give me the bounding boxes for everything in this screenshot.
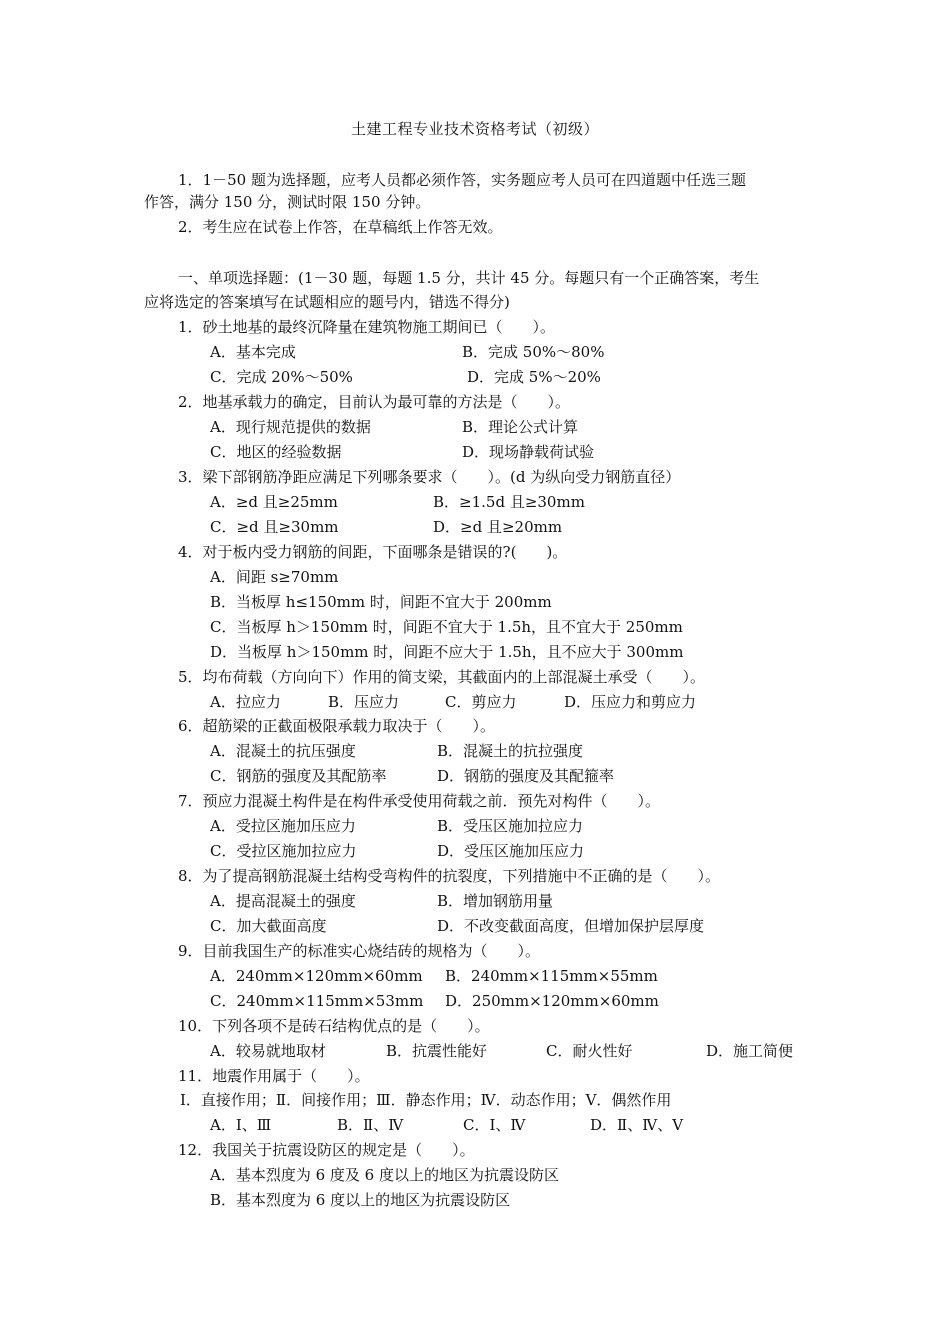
question-11-option-a: A．Ⅰ、Ⅲ: [210, 1116, 272, 1134]
question-2-option-c: C．地区的经验数据: [210, 443, 342, 461]
question-12-stem: 12．我国关于抗震设防区的规定是（ ）。: [178, 1141, 475, 1159]
question-1-option-d: D．完成 5%～20%: [467, 368, 601, 386]
question-3-option-d: D．≥d 且≥20mm: [433, 518, 563, 536]
question-4-option-d: D．当板厚 h＞150mm 时，间距不应大于 1.5h，且不应大于 300mm: [210, 643, 684, 661]
question-1-option-b: B．完成 50%～80%: [462, 343, 605, 361]
question-7-option-a: A．受拉区施加压应力: [210, 817, 356, 835]
question-11-statements: Ⅰ．直接作用；Ⅱ．间接作用；Ⅲ．静态作用；Ⅳ．动态作用；Ⅴ．偶然作用: [180, 1091, 672, 1109]
question-6-option-a: A．混凝土的抗压强度: [210, 742, 356, 760]
question-7-option-c: C．受拉区施加拉应力: [210, 842, 357, 860]
question-11-stem: 11．地震作用属于（ ）。: [178, 1067, 370, 1085]
question-5-option-b: B．压应力: [328, 693, 400, 711]
question-6-option-b: B．混凝土的抗拉强度: [437, 742, 584, 760]
question-9-stem: 9．目前我国生产的标准实心烧结砖的规格为（ ）。: [178, 942, 541, 960]
question-2-option-a: A．现行规范提供的数据: [210, 418, 371, 436]
question-6-option-c: C．钢筋的强度及其配筋率: [210, 767, 387, 785]
question-3-stem: 3．梁下部钢筋净距应满足下列哪条要求（ ）。(d 为纵向受力钢筋直径）: [178, 468, 681, 486]
instruction-2: 2．考生应在试卷上作答，在草稿纸上作答无效。: [178, 218, 503, 236]
question-2-option-b: B．理论公式计算: [462, 418, 579, 436]
question-4-option-c: C．当板厚 h＞150mm 时，间距不宜大于 1.5h，且不宜大于 250mm: [210, 618, 683, 636]
instruction-1-cont: 作答，满分 150 分，测试时限 150 分钟。: [144, 193, 431, 211]
question-1-stem: 1．砂土地基的最终沉降量在建筑物施工期间已（ ）。: [178, 318, 556, 336]
question-6-option-d: D．钢筋的强度及其配箍率: [437, 767, 615, 785]
question-3-option-b: B．≥1.5d 且≥30mm: [433, 493, 585, 511]
question-5-stem: 5．均布荷载（方向向下）作用的简支梁，其截面内的上部混凝土承受（ ）。: [178, 668, 706, 686]
question-7-option-d: D．受压区施加压应力: [437, 842, 585, 860]
question-12-option-b: B．基本烈度为 6 度以上的地区为抗震设防区: [210, 1191, 511, 1209]
question-10-stem: 10．下列各项不是砖石结构优点的是（ ）。: [178, 1017, 490, 1035]
question-4-option-a: A．间距 s≥70mm: [210, 568, 339, 586]
question-10-option-a: A．较易就地取材: [210, 1042, 326, 1060]
question-5-option-d: D．压应力和剪应力: [564, 693, 697, 711]
question-2-stem: 2．地基承载力的确定，目前认为最可靠的方法是（ ）。: [178, 393, 571, 411]
section-heading: 一、单项选择题：(1－30 题，每题 1.5 分，共计 45 分。每题只有一个正确答案，考生: [178, 269, 760, 287]
question-12-option-a: A．基本烈度为 6 度及 6 度以上的地区为抗震设防区: [210, 1166, 559, 1184]
question-8-option-c: C．加大截面高度: [210, 917, 327, 935]
question-5-option-c: C．剪应力: [445, 693, 517, 711]
question-5-option-a: A．拉应力: [210, 693, 281, 711]
question-8-option-a: A．提高混凝土的强度: [210, 892, 356, 910]
question-9-option-d: D．250mm×120mm×60mm: [445, 992, 659, 1010]
question-1-option-c: C．完成 20%～50%: [210, 368, 353, 386]
question-10-option-d: D．施工简便: [706, 1042, 794, 1060]
question-9-option-b: B．240mm×115mm×55mm: [445, 967, 658, 985]
question-9-option-a: A．240mm×120mm×60mm: [210, 967, 423, 985]
question-3-option-c: C．≥d 且≥30mm: [210, 518, 339, 536]
question-7-option-b: B．受压区施加拉应力: [437, 817, 584, 835]
question-1-option-a: A．基本完成: [210, 343, 296, 361]
question-4-stem: 4．对于板内受力钢筋的间距，下面哪条是错误的?( )。: [178, 543, 568, 561]
exam-title: 土建工程专业技术资格考试（初级）: [350, 120, 599, 138]
question-10-option-b: B．抗震性能好: [386, 1042, 488, 1060]
question-11-option-d: D．Ⅱ、Ⅳ、Ⅴ: [590, 1116, 684, 1134]
section-heading-cont: 应将选定的答案填写在试题相应的题号内，错选不得分): [144, 293, 510, 311]
question-6-stem: 6．超筋梁的正截面极限承载力取决于（ ）。: [178, 717, 496, 735]
question-9-option-c: C．240mm×115mm×53mm: [210, 992, 424, 1010]
question-11-option-b: B．Ⅱ、Ⅳ: [337, 1116, 404, 1134]
question-3-option-a: A．≥d 且≥25mm: [210, 493, 338, 511]
question-11-option-c: C．Ⅰ、Ⅳ: [463, 1116, 526, 1134]
question-10-option-c: C．耐火性好: [546, 1042, 633, 1060]
question-8-option-d: D．不改变截面高度，但增加保护层厚度: [437, 917, 705, 935]
question-8-option-b: B．增加钢筋用量: [437, 892, 554, 910]
question-4-option-b: B．当板厚 h≤150mm 时，间距不宜大于 200mm: [210, 593, 552, 611]
instruction-1: 1．1－50 题为选择题，应考人员都必须作答，实务题应考人员可在四道题中任选三题: [178, 171, 746, 189]
question-2-option-d: D．现场静载荷试验: [462, 443, 595, 461]
question-8-stem: 8．为了提高钢筋混凝土结构受弯构件的抗裂度，下列措施中不正确的是（ ）。: [178, 867, 721, 885]
question-7-stem: 7．预应力混凝土构件是在构件承受使用荷载之前．预先对构件（ ）。: [178, 792, 661, 810]
